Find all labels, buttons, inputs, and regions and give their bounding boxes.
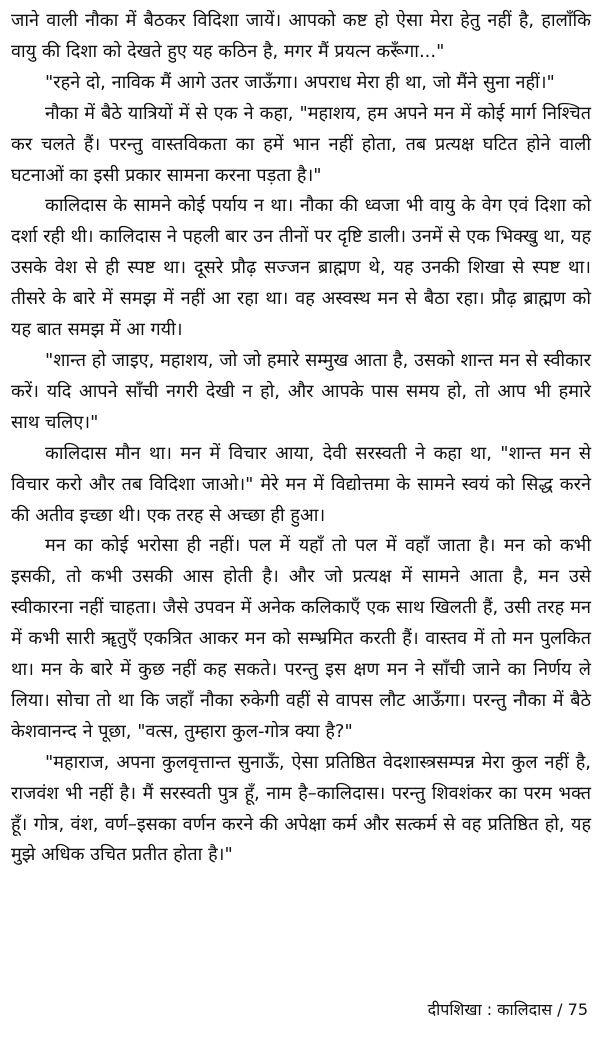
page-number: 75 bbox=[567, 1000, 588, 1019]
paragraph: कालिदास के सामने कोई पर्याय न था। नौका की ध्वजा भी वायु के वेग एवं दिशा को दर्शा रही थी। कालिदास ने पहली बार उन तीनों पर दृष्टि डाली। उनमें से एक भिक्खु था, यह उसके वेश से ही स्पष्ट था। दूसरे प्रौढ़ सज्जन ब्राह्मण थे, यह उनकी शिखा से स्पष्ट था। तीसरे के बारे में समझ में नहीं आ रहा था। वह अस्वस्थ मन से बैठा रहा। प्रौढ़ ब्राह्मण को यह बात समझ में आ गयी। bbox=[11, 195, 591, 341]
paragraph: कालिदास मौन था। मन में विचार आया, देवी सरस्वती ने कहा था, "शान्त मन से विचार करो और तब विदिशा जाओ।" मेरे मन में विद्योत्तमा के सामने स्वयं को सिद्ध करने की अतीव इच्छा थी। एक तरह से अच्छा ही हुआ। bbox=[11, 442, 591, 526]
paragraph: जाने वाली नौका में बैठकर विदिशा जायें। आपको कष्ट हो ऐसा मेरा हेतु नहीं है, हालाँकि वायु की दिशा को देखते हुए यह कठिन है, मगर मैं प्रयत्न करूँगा..." bbox=[11, 10, 591, 62]
paragraph: मन का कोई भरोसा ही नहीं। पल में यहाँ तो पल में वहाँ जाता है। मन को कभी इसकी, तो कभी उसकी आस होती है। और जो प्रत्यक्ष में सामने आता है, मन उसे स्वीकारना नहीं चाहता। जैसे उपवन में अनेक कलिकाएँ एक साथ खिलती हैं, उसी तरह मन में कभी सारी ॠतुएँ एकत्रित आकर मन को सम्भ्रमित करती हैं। वास्तव में तो मन पुलकित था। मन के बारे में कुछ नहीं कह सकते। परन्तु इस क्षण मन ने साँची जाने का निर्णय ले लिया। सोचा तो था कि जहाँ नौका रुकेगी वहीं से वापस लौट आऊँगा। परन्तु नौका में बैठे केशवानन्द ने पूछा, "वत्स, तुम्हारा कुल-गोत्र क्या है?" bbox=[11, 535, 591, 742]
page-footer bbox=[428, 998, 588, 1020]
footer-separator: / bbox=[557, 1000, 563, 1019]
paragraph: "शान्त हो जाइए, महाशय, जो जो हमारे सम्मुख आता है, उसको शान्त मन से स्वीकार करें। यदि आपने साँची नगरी देखी न हो, और आपके पास समय हो, तो आप भी हमारे साथ चलिए।" bbox=[11, 349, 591, 433]
paragraph: नौका में बैठे यात्रियों में से एक ने कहा, "महाशय, हम अपने मन में कोई मार्ग निश्चित कर चलते हैं। परन्तु वास्तविकता का हमें भान नहीं होता, तब प्रत्यक्ष घटित होने वाली घटनाओं का इसी प्रकार सामना करना पड़ता है।" bbox=[11, 102, 591, 186]
paragraph: "महाराज, अपना कुलवृत्तान्त सुनाऊँ, ऐसा प्रतिष्ठित वेदशास्त्रसम्पन्न मेरा कुल नहीं है, राजवंश भी नहीं है। मैं सरस्वती पुत्र हूँ, नाम है–कालिदास। परन्तु शिवशंकर का परम भक्त हूँ। गोत्र, वंश, वर्ण–इसका वर्णन करने की अपेक्षा कर्म और सत्कर्म से वह प्रतिष्ठित हो, यह मुझे अधिक उचित प्रतीत होता है।" bbox=[11, 751, 591, 866]
page-body bbox=[11, 6, 591, 871]
footer-book-title: दीपशिखा : कालिदास bbox=[427, 1000, 553, 1019]
paragraph: "रहने दो, नाविक मैं आगे उतर जाऊँगा। अपराध मेरा ही था, जो मैंने सुना नहीं।" bbox=[45, 71, 555, 93]
